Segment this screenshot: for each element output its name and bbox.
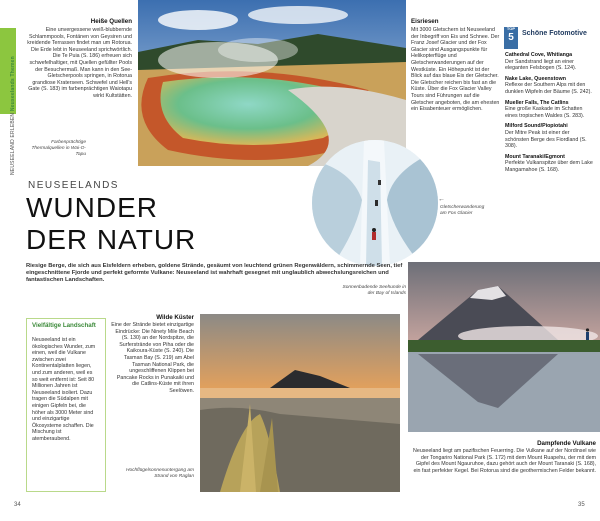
seal-caption: Sonnenbadende Seehunde in der Bay of Islands <box>342 285 406 296</box>
volcano-title: Dampfende Vulkane <box>537 440 596 447</box>
page-number-right: 35 <box>578 502 585 508</box>
top5-list <box>505 52 595 178</box>
top5-item <box>505 123 595 149</box>
headline-line1: WUNDER <box>26 192 158 223</box>
top5-item-name: Nake Lake, Queenstown <box>505 75 566 82</box>
glaciers-title: Eisriesen <box>411 18 439 25</box>
volcano-body: Neuseeland liegt am pazifischen Feuerring. Die Vulkane auf der Nordinsel wie der Tongariro National Park (S. 172) mit dem Mount Ruapehu, der mit dem Gipfel des Mount Ngauruhoe, dazu gehört auch der Mount Taranaki (S. 168), ein fast perfekter Kegel. Bei Rotorua sind die geothermischen Felder bekannt. <box>413 448 596 474</box>
top5-item <box>505 76 595 96</box>
top5-item-name: Milford Sound/Piopiotahi <box>505 123 568 130</box>
beach-caption: Hochflügelsonnenuntergang am Strand von Raglan <box>125 468 194 479</box>
beach-photo <box>200 314 400 492</box>
top5-item <box>505 100 595 120</box>
top5-item-text: Perfekte Vulkanspitze über dem Lake Mangamahoe (S. 168). <box>505 160 593 173</box>
headline-kicker: NEUSEELANDS <box>28 180 119 191</box>
coast-title: Wilde Küster <box>156 314 194 321</box>
side-label: NEUSEELAND ERLEBEN Neuseelands Themen <box>10 56 16 175</box>
top5-item-text: Reflexe der Southern Alps mit den dunklen Wipfeln der Bäume (S. 242). <box>505 82 592 95</box>
glacier-photo <box>312 140 438 266</box>
hot-springs-body: Eine unvergessene weiß-blubbernde Schlammpools, Fontänen von Geysiren und kreidende Terrassen findet man um Rotorua. Die Erde lebt in Neuseeland sprichwörtlich. Die Te Puia (S. 186) erfreuen sich schwefelhaltiger, mit Quellen gefüllter Pools der Besuchermaß. Man kann in den See-Gletscherpools springen, in Rotorua grandiose Kraterseen. Schwefel und Hell's Gate (S. 183) im farbenprächtigen Waiotapu wirkt Kultstätten. <box>27 27 132 99</box>
top5-badge: TOP 5 <box>504 27 518 49</box>
intro-text: Riesige Berge, die sich aus Eisfeldern erheben, goldene Strände, gesäumt von leuchtend grünen Regenwäldern, schimmernde Seen, tief eingeschnittene Fjorde und perfekt geformte Vulkane: Neuseeland ist wahrhaft gesegnet mit unglaublich abwechslungsreichen und fantastischen Landschaften. <box>26 263 403 284</box>
headline-line2: DER NATUR <box>26 224 197 255</box>
glacier-caption: Gletscherwanderung am Fox Glacier <box>440 205 485 216</box>
hot-springs-caption: Farbenprächtige Thermalquellen in Wai-O-Tapu <box>31 140 86 157</box>
top5-item-name: Cathedral Cove, Whitianga <box>505 52 573 58</box>
top5-item-name: Mount Taranaki/Egmont <box>505 153 565 160</box>
hot-springs-title: Heiße Quellen <box>90 18 132 25</box>
landscape-body: Neuseeland ist ein ökologisches Wunder, zum einen, weil die Vulkane zwischen zwei Kontinentalplatten liegen, und zum anderen, weil es so weit entfernt ist: Seit 80 Millionen Jahren ist Neuseeland isoliert. Dazu tragen die Südalpen mit einigen Gipfeln bei, die höher als 3000 Meter sind und einzigartige Ökosysteme schaffen. Die Mischung ist atemberaubend. <box>32 337 96 442</box>
top5-title: Schöne Fotomotive <box>522 30 587 37</box>
top5-item <box>505 52 595 72</box>
coast-body: Eine der Strände bietet einzigartige Eindrücke: Die Ninety Mile Beach (S. 130) an der Nordspitze, die Surferstrände von Piha oder die Kaikoura-Küste (S. 240). Die Tasman Bay (S. 219) am Abel Tasman National Park, die ungeschliffenen Klippen bei Pancake Rocks in Punakaiki und die Catlins-Küste mit ihren Seelöwen. <box>111 322 194 394</box>
glaciers-body: Mit 3000 Gletschern ist Neuseeland der Inbegriff von Eis und Schnee. Der Franz Josef Glacier und der Fox Glacier sind Ausgangspunkte für Helikopterflüge und Gletscherwanderungen auf der Westküste. Ein Höhepunkt ist der Blick auf das blaue Eis der Gletscher. Die Gletscher reichen bis fast an die Küste. Über die Fox Glacier Valley Tours sind Führungen auf die Gletscher angeboten, die am ehesten ein Eisabenteuer ermöglichen. <box>411 27 500 113</box>
top5-item <box>505 154 595 174</box>
top5-item-name: Mueller Falls, The Catlins <box>505 99 569 106</box>
top5-item-text: Der Mitre Peak ist einer der schönsten Berge des Fiordland (S. 308). <box>505 129 587 150</box>
landscape-title: Vielfältige Landschaft <box>32 322 96 329</box>
top5-item-text: Der Sandstrand liegt an einer eleganten Felsbogen (S. 124). <box>505 58 577 72</box>
volcano-photo <box>408 262 600 432</box>
arrow-left-icon: ← <box>438 196 445 203</box>
page-number-left: 34 <box>14 502 21 508</box>
top5-item-text: Eine große Kaskade im Schatten eines tropischen Waldes (S. 283). <box>505 106 585 119</box>
